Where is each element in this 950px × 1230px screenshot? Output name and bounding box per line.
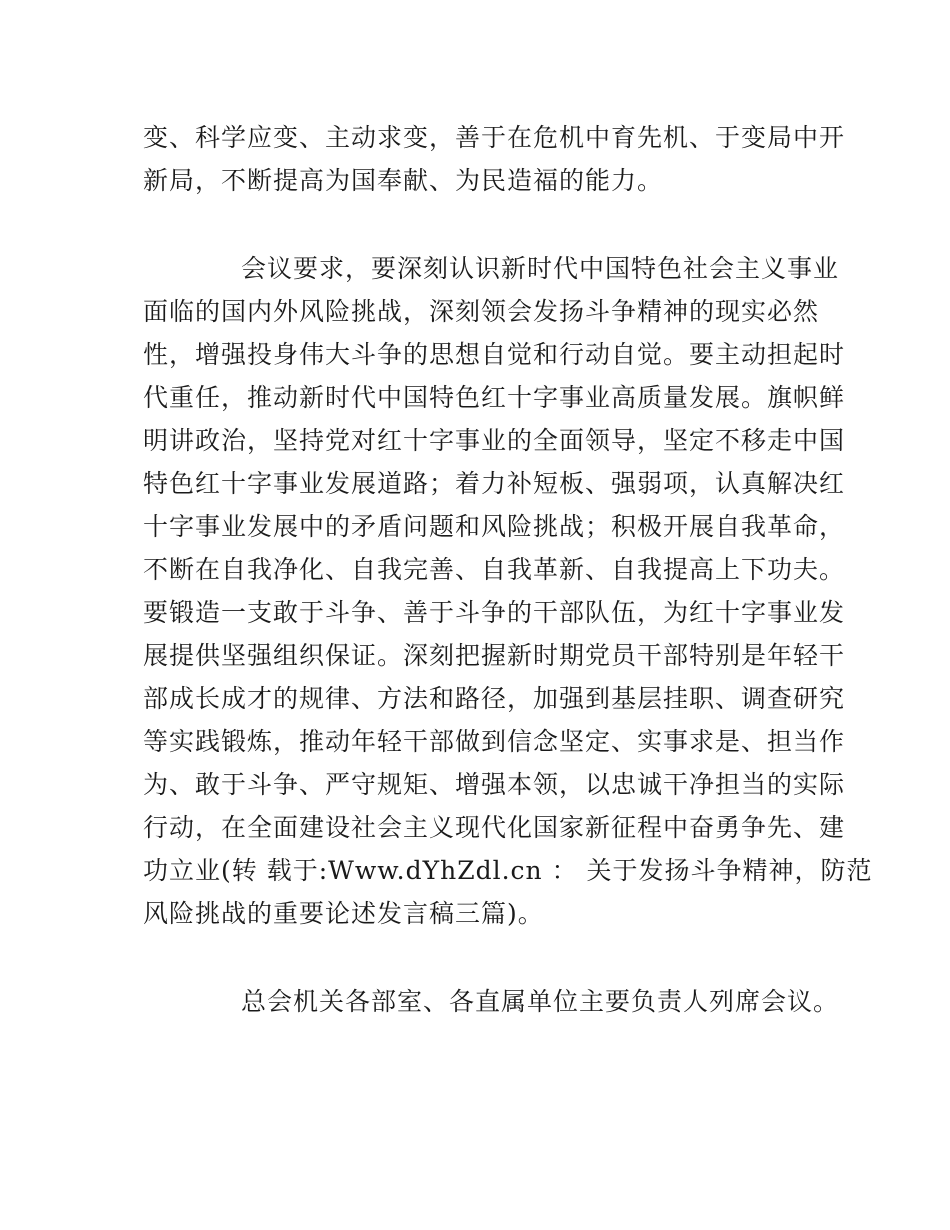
paragraph-2-line-7: 十字事业发展中的矛盾问题和风险挑战；积极开展自我革命，: [143, 512, 846, 541]
paragraph-2-line-6: 特色红十字事业发展道路；着力补短板、强弱项，认真解决红: [143, 469, 846, 498]
paragraph-3-line-1: 总会机关各部室、各直属单位主要负责人列席会议。: [241, 987, 840, 1016]
paragraph-2-line-14: 行动，在全面建设社会主义现代化国家新征程中奋勇争先、建: [143, 813, 846, 842]
paragraph-2-line-10: 展提供坚强组织保证。深刻把握新时期党员干部特别是年轻干: [143, 641, 846, 670]
paragraph-2-line-12: 等实践锻炼，推动年轻干部做到信念坚定、实事求是、担当作: [143, 727, 846, 756]
paragraph-2-line-5: 明讲政治，坚持党对红十字事业的全面领导，坚定不移走中国: [143, 426, 846, 455]
paragraph-1-line-1: 变、科学应变、主动求变，善于在危机中育先机、于变局中开: [143, 123, 846, 152]
paragraph-2-line-3: 性，增强投身伟大斗争的思想自觉和行动自觉。要主动担起时: [143, 340, 846, 369]
paragraph-2-line-11: 部成长成才的规律、方法和路径，加强到基层挂职、调查研究: [143, 684, 846, 713]
paragraph-1-line-2: 新局，不断提高为国奉献、为民造福的能力。: [143, 166, 664, 195]
paragraph-2-line-1: 会议要求，要深刻认识新时代中国特色社会主义事业: [241, 254, 840, 283]
paragraph-2-line-2: 面临的国内外风险挑战，深刻领会发扬斗争精神的现实必然: [143, 297, 820, 326]
paragraph-2-line-16: 风险挑战的重要论述发言稿三篇)。: [143, 899, 544, 928]
paragraph-2-line-4: 代重任，推动新时代中国特色红十字事业高质量发展。旗帜鲜: [143, 383, 846, 412]
paragraph-2-line-8: 不断在自我净化、自我完善、自我革新、自我提高上下功夫。: [143, 555, 846, 584]
paragraph-2-line-13: 为、敢于斗争、严守规矩、增强本领，以忠诚干净担当的实际: [143, 770, 846, 799]
paragraph-2-line-9: 要锻造一支敢于斗争、善于斗争的干部队伍，为红十字事业发: [143, 598, 846, 627]
paragraph-2-line-15: 功立业(转 载于:Www.dYhZdl.cn ： 关于发扬斗争精神，防范: [143, 856, 873, 885]
